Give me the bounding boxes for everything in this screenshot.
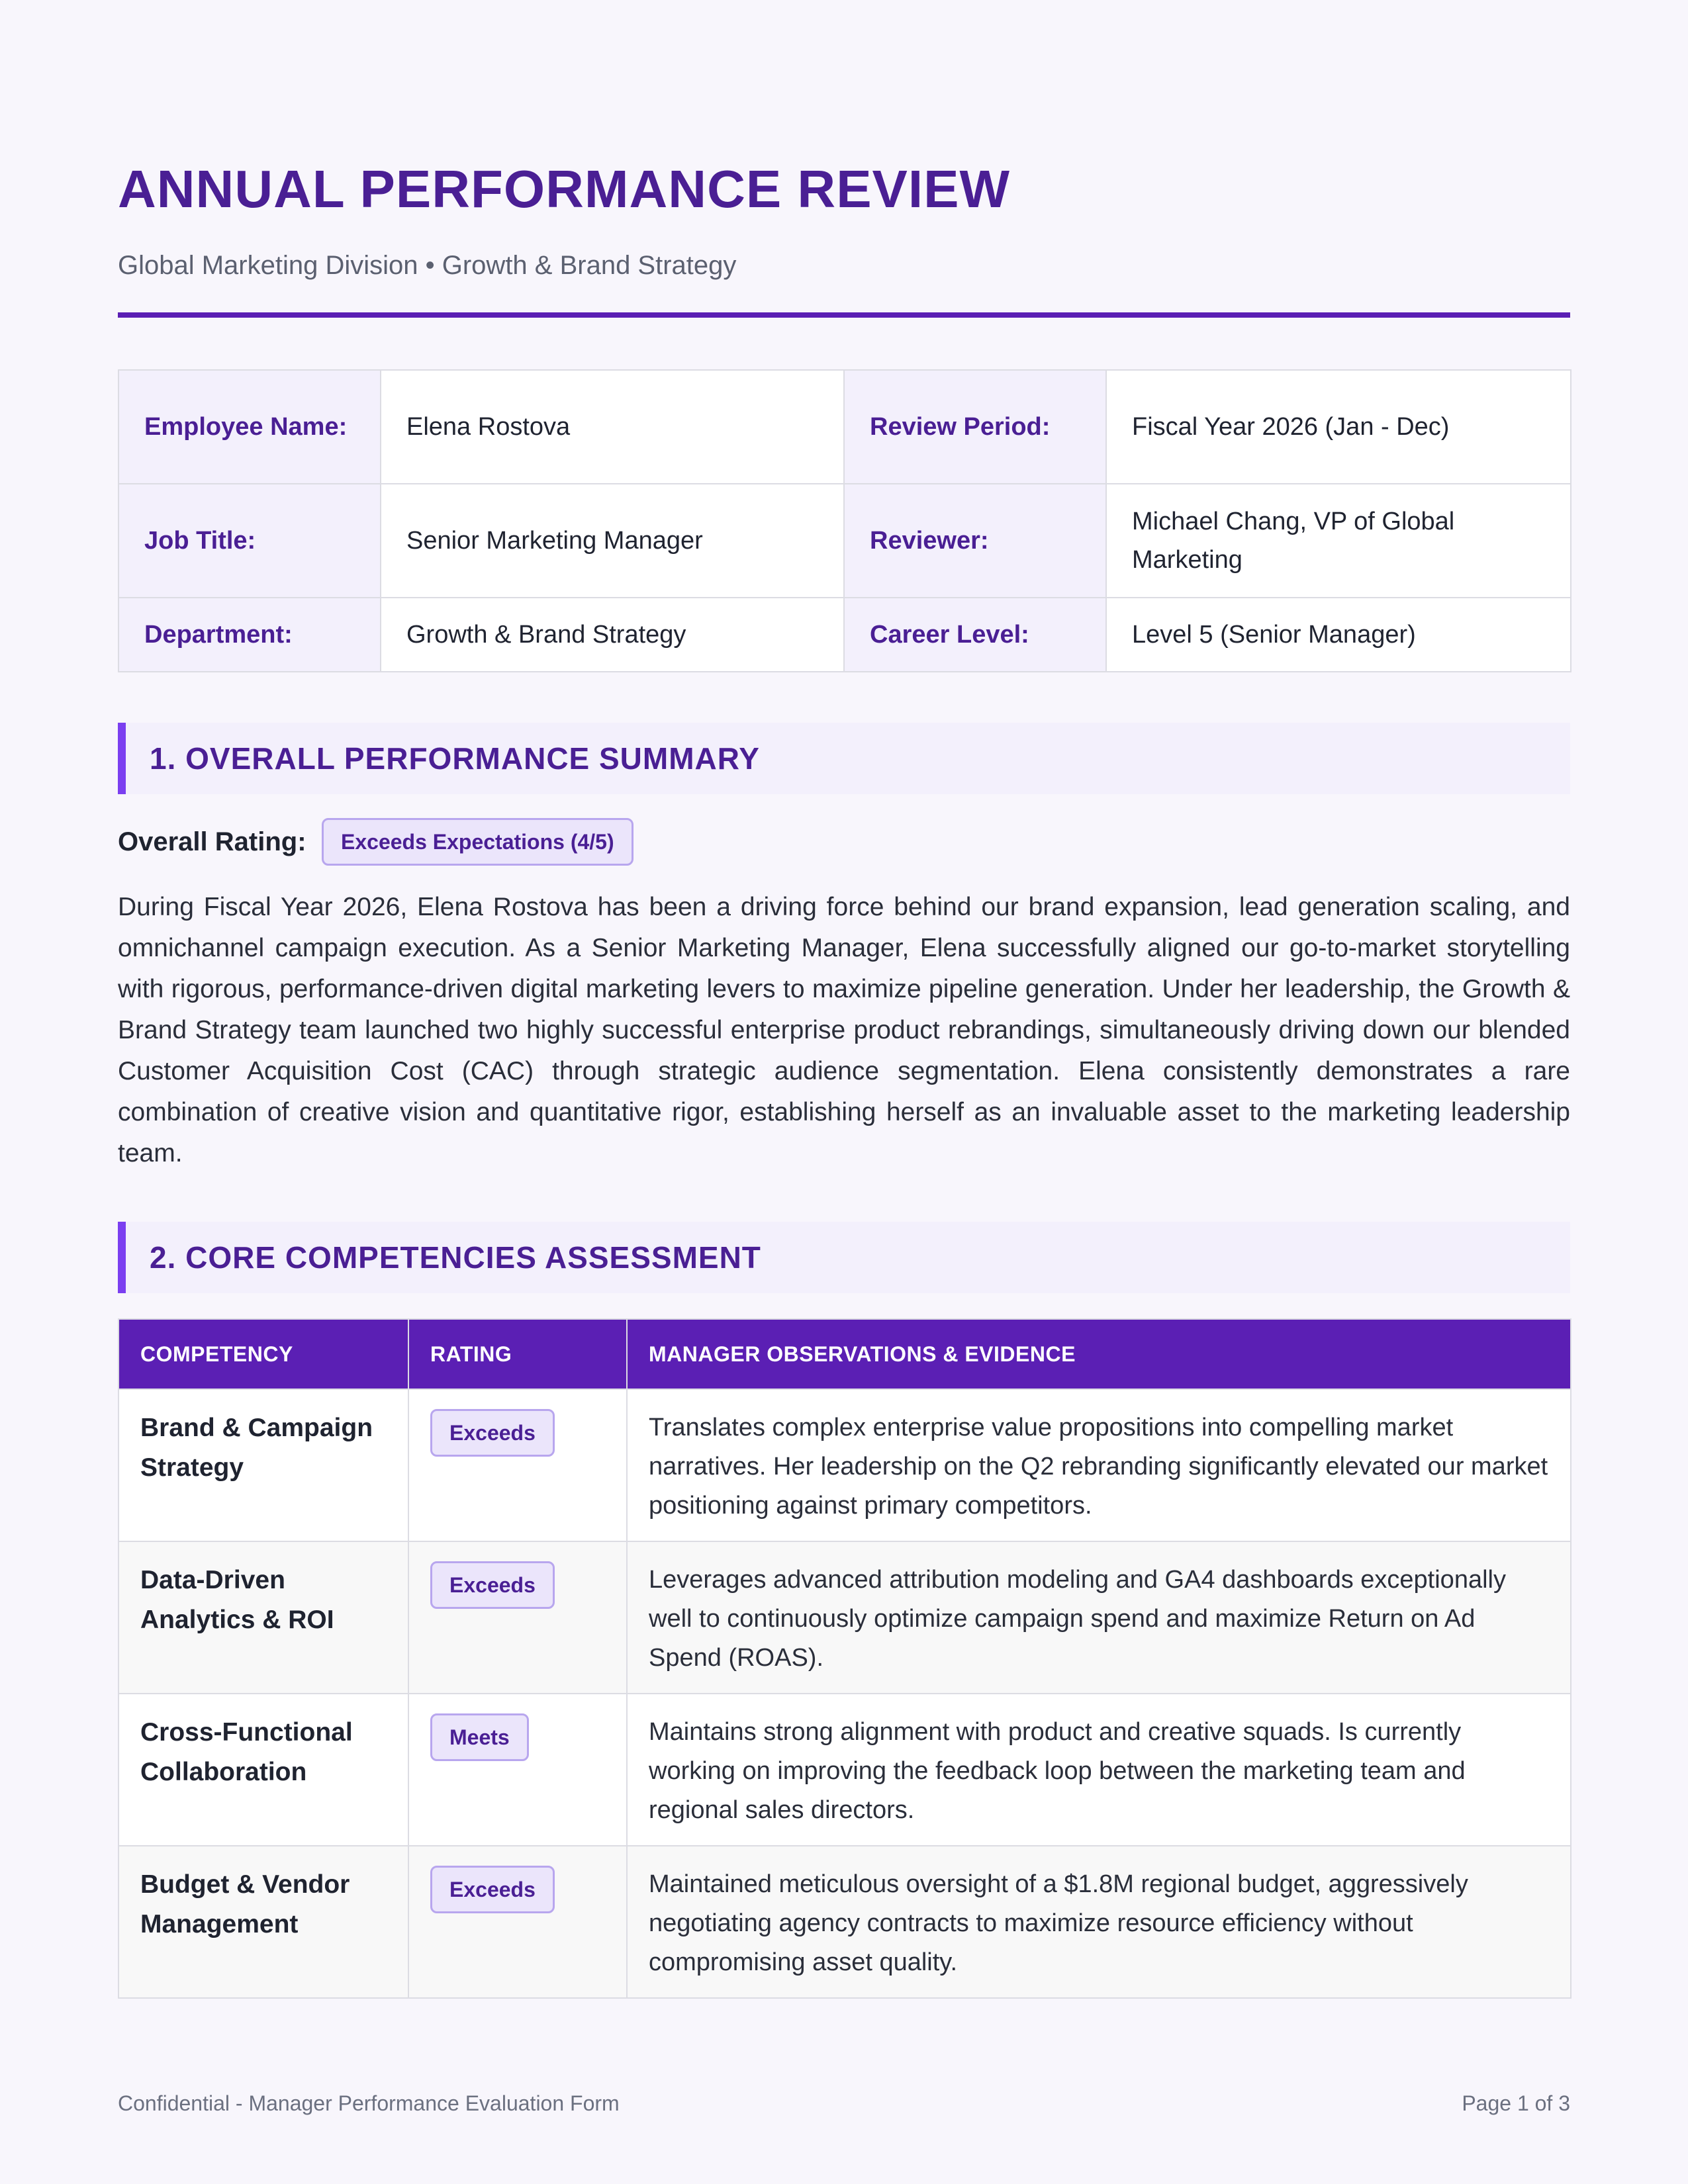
footer-page-number: Page 1 of 3 [1462, 2091, 1570, 2115]
rating-cell [408, 1389, 627, 1541]
employee-name-label: Employee Name: [118, 370, 381, 484]
competency-name: Brand & Campaign Strategy [140, 1414, 373, 1482]
career-level-value: Level 5 (Senior Manager) [1106, 598, 1571, 672]
observation-cell [627, 1846, 1571, 1998]
employee-info-table [118, 369, 1571, 672]
table-header-row [118, 1319, 1571, 1389]
employee-name-value: Elena Rostova [381, 370, 844, 484]
rating-cell [408, 1694, 627, 1846]
department-value: Growth & Brand Strategy [381, 598, 844, 672]
observation-cell [627, 1694, 1571, 1846]
department-label: Department: [118, 598, 381, 672]
info-row [118, 370, 1571, 484]
performance-summary-text: During Fiscal Year 2026, Elena Rostova has been a driving force behind our brand expansion, lead generation scaling, and omnichannel campaign execution. As a Senior Marketing Manager, Elena successfully aligned our go-to-market storytelling with rigorous, performance-driven digital marketing levers to maximize pipeline generation. Under her leadership, the Growth & Brand Strategy team launched two highly successful enterprise product rebrandings, simultaneously driving down our blended Customer Acquisition Cost (CAC) through strategic audience segmentation. Elena consistently demonstrates a rare combination of creative vision and quantitative rigor, establishing herself as an invaluable asset to the marketing leadership team. [118, 893, 1570, 1167]
rating-cell [408, 1541, 627, 1694]
competency-cell [118, 1389, 408, 1541]
competency-name: Budget & Vendor Management [140, 1870, 350, 1938]
review-period-label: Review Period: [844, 370, 1106, 484]
observation-text: Translates complex enterprise value propositions into compelling market narratives. Her leadership on the Q2 rebranding significantly elevated our market positioning against primary competitors. [649, 1414, 1548, 1520]
reviewer-label: Reviewer: [844, 484, 1106, 598]
observation-cell [627, 1541, 1571, 1694]
table-row [118, 1389, 1571, 1541]
observation-text: Maintains strong alignment with product and creative squads. Is currently working on improving the feedback loop between the marketing team and regional sales directors. [649, 1718, 1466, 1824]
document-subtitle: Global Marketing Division • Growth & Brand Strategy [118, 251, 737, 280]
rating-cell [408, 1846, 627, 1998]
competency-name: Data-Driven Analytics & ROI [140, 1566, 334, 1634]
info-row [118, 484, 1571, 598]
rating-badge: Exceeds [430, 1561, 555, 1609]
job-title-label: Job Title: [118, 484, 381, 598]
review-period-value: Fiscal Year 2026 (Jan - Dec) [1106, 370, 1571, 484]
competency-cell [118, 1694, 408, 1846]
section-header-competencies [118, 1222, 1570, 1293]
section-heading: 1. OVERALL PERFORMANCE SUMMARY [150, 741, 760, 776]
job-title-value: Senior Marketing Manager [381, 484, 844, 598]
info-row [118, 598, 1571, 672]
competency-cell [118, 1541, 408, 1694]
overall-rating-badge: Exceeds Expectations (4/5) [322, 818, 633, 866]
table-row [118, 1694, 1571, 1846]
title-divider [118, 312, 1570, 318]
competencies-table [118, 1318, 1571, 1999]
section-heading: 2. CORE COMPETENCIES ASSESSMENT [150, 1240, 761, 1275]
column-header-observations: MANAGER OBSERVATIONS & EVIDENCE [627, 1319, 1571, 1389]
table-row [118, 1846, 1571, 1998]
competency-cell [118, 1846, 408, 1998]
column-header-rating: RATING [408, 1319, 627, 1389]
overall-rating-label: Overall Rating: [118, 827, 306, 856]
career-level-label: Career Level: [844, 598, 1106, 672]
rating-badge: Meets [430, 1713, 529, 1761]
table-row [118, 1541, 1571, 1694]
document-title: ANNUAL PERFORMANCE REVIEW [118, 159, 1011, 218]
rating-badge: Exceeds [430, 1866, 555, 1913]
observation-cell [627, 1389, 1571, 1541]
section-header-summary [118, 723, 1570, 794]
observation-text: Maintained meticulous oversight of a $1.8M regional budget, aggressively negotiating agency contracts to maximize resource efficiency without compromising asset quality. [649, 1870, 1468, 1976]
column-header-competency: COMPETENCY [118, 1319, 408, 1389]
reviewer-value: Michael Chang, VP of Global Marketing [1106, 484, 1571, 598]
observation-text: Leverages advanced attribution modeling and GA4 dashboards exceptionally well to continuously optimize campaign spend and maximize Return on Ad Spend (ROAS). [649, 1566, 1506, 1672]
competency-name: Cross-Functional Collaboration [140, 1718, 353, 1786]
footer-confidential: Confidential - Manager Performance Evaluation Form [118, 2091, 620, 2115]
rating-badge: Exceeds [430, 1409, 555, 1457]
